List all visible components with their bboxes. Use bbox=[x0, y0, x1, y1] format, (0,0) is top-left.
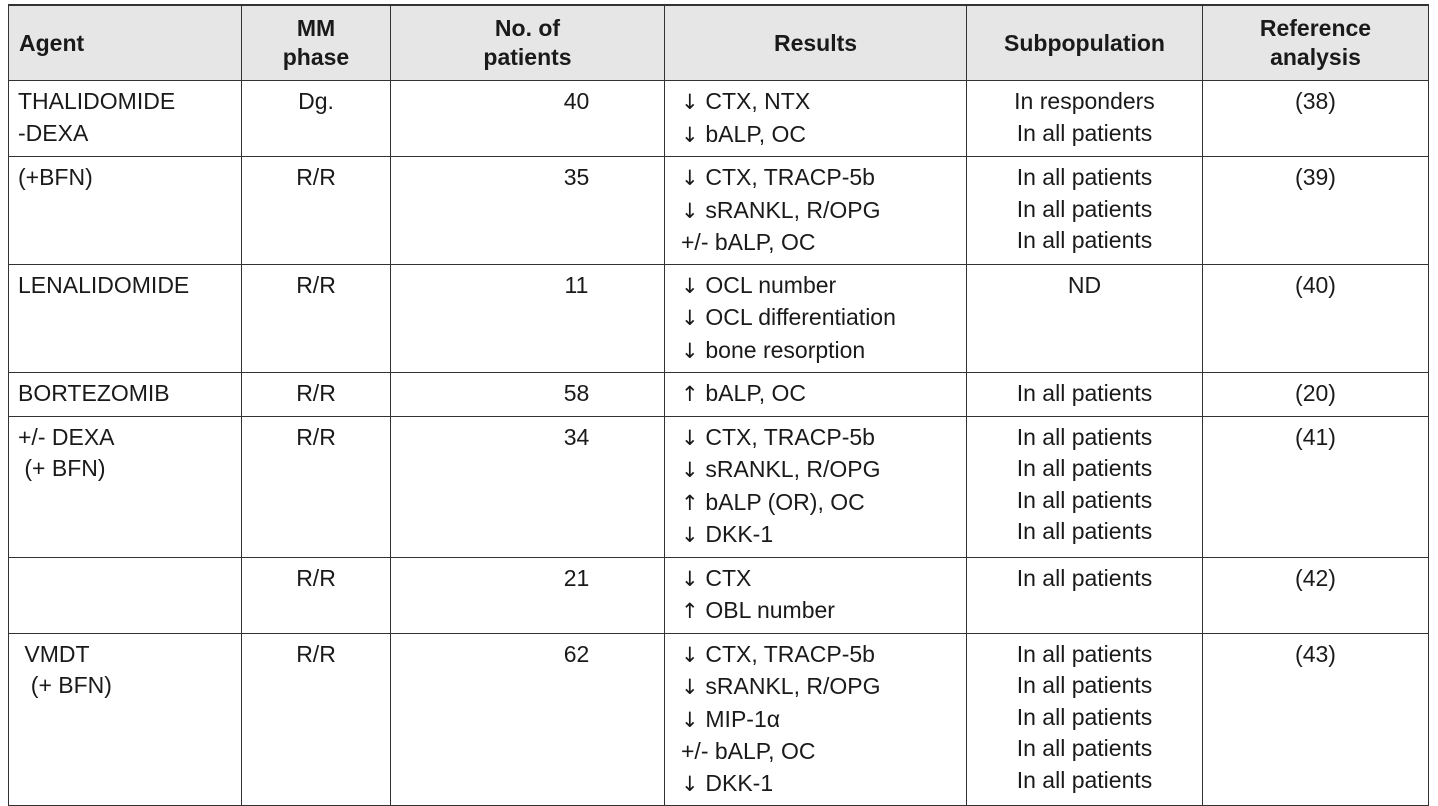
reference-value: (42) bbox=[1295, 564, 1336, 591]
subpopulation-line: In all patients bbox=[1016, 518, 1153, 544]
arrow-down-icon: ↓ bbox=[681, 90, 699, 114]
result-line bbox=[681, 595, 966, 628]
table-row bbox=[9, 81, 1429, 157]
result-line bbox=[681, 454, 966, 487]
result-line bbox=[681, 227, 966, 259]
patients-value: 40 bbox=[563, 88, 590, 114]
results-cell bbox=[665, 81, 967, 157]
result-text: MIP-1α bbox=[699, 705, 781, 732]
subpopulation-line: In all patients bbox=[1016, 672, 1153, 698]
arrow-down-icon: ↓ bbox=[681, 166, 699, 190]
result-text: CTX bbox=[699, 564, 752, 591]
agent-name-line: BORTEZOMIB bbox=[18, 380, 170, 406]
agent-cell bbox=[9, 373, 242, 417]
agent-cell bbox=[9, 157, 242, 265]
patients-cell bbox=[391, 264, 665, 373]
header-agent-label: Agent bbox=[19, 29, 85, 56]
agent-cell bbox=[9, 633, 242, 806]
subpopulation-line: In all patients bbox=[1016, 703, 1153, 730]
result-line bbox=[681, 302, 966, 335]
result-line bbox=[681, 639, 966, 672]
subpopulation-cell bbox=[967, 373, 1203, 417]
patients-value: 58 bbox=[563, 380, 590, 406]
mm-phase-cell bbox=[242, 557, 391, 633]
header-results-label: Results bbox=[773, 29, 858, 56]
header-mm-phase-line1: MM bbox=[296, 15, 336, 41]
mm-phase-cell bbox=[242, 633, 391, 806]
result-text: bALP, OC bbox=[699, 380, 806, 406]
result-line bbox=[681, 704, 966, 737]
header-mm-phase-line2: phase bbox=[282, 44, 350, 70]
subpopulation-line: ND bbox=[1067, 271, 1102, 298]
result-text: OCL number bbox=[699, 271, 837, 298]
mm-phase-cell bbox=[242, 373, 391, 417]
table-body bbox=[9, 81, 1429, 806]
agent-cell bbox=[9, 81, 242, 157]
patients-cell bbox=[391, 557, 665, 633]
table-row bbox=[9, 557, 1429, 633]
result-text: +/- bALP, OC bbox=[681, 229, 816, 255]
reference-cell bbox=[1203, 557, 1429, 633]
header-reference-analysis bbox=[1203, 5, 1429, 81]
mm-phase-value: Dg. bbox=[298, 88, 334, 114]
mm-phase-cell bbox=[242, 81, 391, 157]
result-text: bALP (OR), OC bbox=[699, 488, 865, 515]
reference-value: (41) bbox=[1295, 423, 1336, 450]
result-text: +/- bALP, OC bbox=[681, 738, 816, 764]
result-line bbox=[681, 195, 966, 228]
table-row bbox=[9, 157, 1429, 265]
patients-value: 34 bbox=[563, 423, 590, 450]
subpopulation-line: In all patients bbox=[1016, 195, 1153, 222]
arrow-down-icon: ↓ bbox=[681, 642, 699, 667]
reference-value: (39) bbox=[1295, 164, 1336, 190]
reference-cell bbox=[1203, 264, 1429, 373]
result-text: DKK-1 bbox=[699, 769, 774, 796]
arrow-down-icon: ↓ bbox=[681, 122, 699, 147]
result-text: bone resorption bbox=[699, 336, 866, 363]
result-line bbox=[681, 270, 966, 303]
agent-name-line: (+ BFN) bbox=[18, 672, 112, 698]
result-text: OBL number bbox=[699, 597, 835, 623]
arrow-down-icon: ↓ bbox=[681, 458, 699, 482]
result-line bbox=[681, 162, 966, 195]
result-text: sRANKL, R/OPG bbox=[699, 456, 881, 482]
patients-cell bbox=[391, 633, 665, 806]
mm-phase-value: R/R bbox=[296, 423, 336, 450]
header-row bbox=[9, 5, 1429, 81]
subpopulation-line: In all patients bbox=[1016, 423, 1153, 450]
mm-phase-cell bbox=[242, 157, 391, 265]
result-line bbox=[681, 119, 966, 152]
subpopulation-line: In all patients bbox=[1016, 564, 1153, 591]
patients-cell bbox=[391, 373, 665, 417]
result-text: bALP, OC bbox=[699, 120, 806, 147]
header-reference-line1: Reference bbox=[1259, 15, 1372, 41]
agent-name-line: LENALIDOMIDE bbox=[18, 271, 190, 298]
result-line bbox=[681, 563, 966, 596]
reference-cell bbox=[1203, 416, 1429, 557]
mm-phase-cell bbox=[242, 264, 391, 373]
subpopulation-line: In all patients bbox=[1016, 164, 1153, 190]
result-text: CTX, TRACP-5b bbox=[699, 164, 875, 190]
result-line bbox=[681, 378, 966, 411]
arrow-up-icon: ↑ bbox=[681, 382, 699, 406]
result-text: CTX, NTX bbox=[699, 88, 811, 114]
results-cell bbox=[665, 264, 967, 373]
header-subpopulation-label: Subpopulation bbox=[1004, 29, 1165, 56]
result-text: OCL differentiation bbox=[699, 304, 896, 330]
subpopulation-cell bbox=[967, 81, 1203, 157]
results-cell bbox=[665, 633, 967, 806]
result-line bbox=[681, 86, 966, 119]
header-subpopulation bbox=[967, 5, 1203, 81]
agent-name-line: +/- DEXA bbox=[18, 423, 115, 450]
result-text: sRANKL, R/OPG bbox=[699, 196, 881, 223]
reference-value: (40) bbox=[1295, 271, 1336, 298]
arrow-down-icon: ↓ bbox=[681, 198, 699, 223]
subpopulation-cell bbox=[967, 264, 1203, 373]
result-line bbox=[681, 335, 966, 368]
agent-name-line: (+BFN) bbox=[18, 164, 93, 190]
table-row bbox=[9, 264, 1429, 373]
agent-cell bbox=[9, 416, 242, 557]
result-line bbox=[681, 519, 966, 552]
results-cell bbox=[665, 373, 967, 417]
patients-value: 11 bbox=[564, 271, 589, 298]
subpopulation-line: In all patients bbox=[1016, 735, 1153, 761]
arrow-down-icon: ↓ bbox=[681, 306, 699, 330]
patients-value: 21 bbox=[563, 564, 590, 591]
arrow-down-icon: ↓ bbox=[681, 707, 699, 732]
arrow-up-icon: ↑ bbox=[681, 490, 699, 515]
reference-cell bbox=[1203, 157, 1429, 265]
result-line bbox=[681, 487, 966, 520]
header-reference-line2: analysis bbox=[1270, 44, 1361, 70]
patients-cell bbox=[391, 81, 665, 157]
patients-cell bbox=[391, 157, 665, 265]
arrow-down-icon: ↓ bbox=[681, 338, 699, 363]
patients-value: 62 bbox=[563, 640, 590, 667]
table-row bbox=[9, 373, 1429, 417]
results-cell bbox=[665, 416, 967, 557]
results-table bbox=[8, 4, 1429, 806]
arrow-up-icon: ↑ bbox=[681, 599, 699, 623]
results-cell bbox=[665, 557, 967, 633]
subpopulation-line: In all patients bbox=[1016, 486, 1153, 513]
arrow-down-icon: ↓ bbox=[681, 273, 699, 298]
agent-cell bbox=[9, 264, 242, 373]
subpopulation-cell bbox=[967, 557, 1203, 633]
reference-value: (38) bbox=[1295, 88, 1336, 114]
patients-cell bbox=[391, 416, 665, 557]
table-row bbox=[9, 633, 1429, 806]
subpopulation-line: In responders bbox=[1014, 88, 1155, 114]
result-line bbox=[681, 671, 966, 704]
patients-value: 35 bbox=[563, 164, 590, 190]
agent-cell bbox=[9, 557, 242, 633]
agent-name-line: VMDT bbox=[18, 640, 90, 667]
header-agent bbox=[9, 5, 242, 81]
mm-phase-value: R/R bbox=[296, 564, 336, 591]
subpopulation-line: In all patients bbox=[1016, 119, 1153, 146]
subpopulation-cell bbox=[967, 633, 1203, 806]
result-text: CTX, TRACP-5b bbox=[699, 640, 875, 667]
subpopulation-line: In all patients bbox=[1016, 640, 1153, 667]
arrow-down-icon: ↓ bbox=[681, 675, 699, 699]
table-header bbox=[9, 5, 1429, 81]
result-line bbox=[681, 768, 966, 801]
header-no-of-patients bbox=[391, 5, 665, 81]
mm-phase-value: R/R bbox=[296, 380, 336, 406]
arrow-down-icon: ↓ bbox=[681, 771, 699, 796]
reference-value: (43) bbox=[1295, 640, 1336, 667]
subpopulation-line: In all patients bbox=[1016, 380, 1153, 406]
agent-name-line: (+ BFN) bbox=[18, 455, 106, 481]
header-mm-phase bbox=[242, 5, 391, 81]
result-line bbox=[681, 422, 966, 455]
result-line bbox=[681, 736, 966, 768]
result-text: DKK-1 bbox=[699, 521, 774, 547]
subpopulation-line: In all patients bbox=[1016, 227, 1153, 253]
arrow-down-icon: ↓ bbox=[681, 566, 699, 591]
arrow-down-icon: ↓ bbox=[681, 425, 699, 450]
subpopulation-line: In all patients bbox=[1016, 766, 1153, 793]
results-cell bbox=[665, 157, 967, 265]
mm-phase-value: R/R bbox=[296, 640, 336, 667]
reference-cell bbox=[1203, 373, 1429, 417]
mm-phase-cell bbox=[242, 416, 391, 557]
header-results bbox=[665, 5, 967, 81]
reference-cell bbox=[1203, 81, 1429, 157]
result-text: sRANKL, R/OPG bbox=[699, 673, 881, 699]
mm-phase-value: R/R bbox=[296, 271, 336, 298]
mm-phase-value: R/R bbox=[296, 164, 336, 190]
reference-value: (20) bbox=[1295, 380, 1336, 406]
agent-name-line: -DEXA bbox=[18, 119, 89, 146]
arrow-down-icon: ↓ bbox=[681, 523, 699, 547]
table-row bbox=[9, 416, 1429, 557]
result-text: CTX, TRACP-5b bbox=[699, 423, 875, 450]
header-no-of-patients-line1: No. of bbox=[494, 15, 561, 41]
subpopulation-line: In all patients bbox=[1016, 455, 1153, 481]
reference-cell bbox=[1203, 633, 1429, 806]
agent-name-line: THALIDOMIDE bbox=[18, 88, 176, 114]
subpopulation-cell bbox=[967, 157, 1203, 265]
header-no-of-patients-line2: patients bbox=[483, 44, 572, 70]
subpopulation-cell bbox=[967, 416, 1203, 557]
